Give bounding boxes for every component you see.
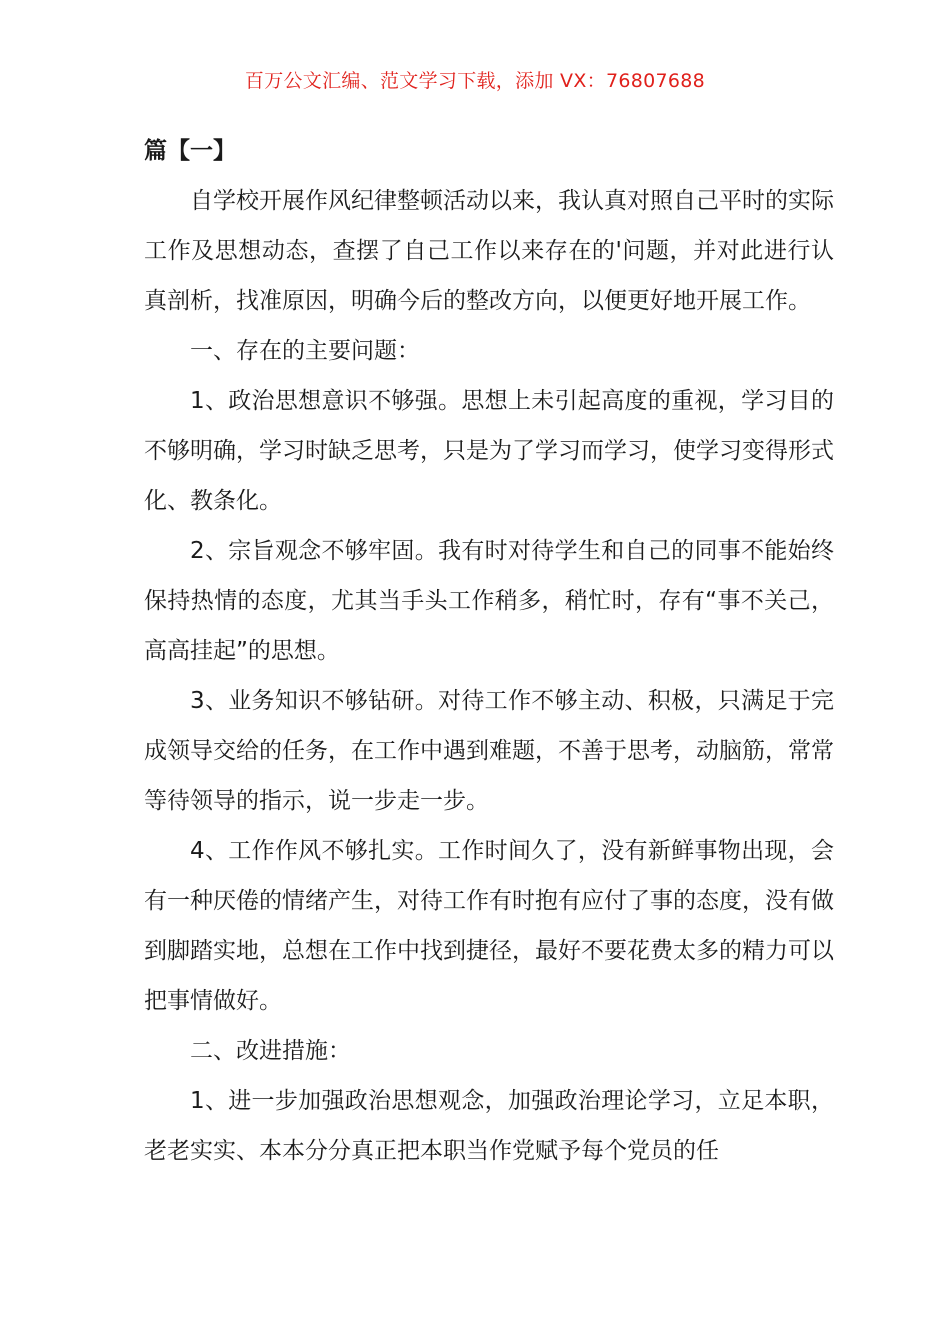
paragraph-problem-3: 3、业务知识不够钻研。对待工作不够主动、积极，只满足于完成领导交给的任务，在工作中遇到难题，不善于思考，动脑筋，常常等待领导的指示，说一步走一步。	[144, 688, 834, 814]
heading-main-problems: 一、存在的主要问题：	[190, 338, 420, 364]
header-notice: 百万公文汇编、范文学习下载，添加 VX：76807688	[244, 70, 706, 92]
paragraph-intro: 自学校开展作风纪律整顿活动以来，我认真对照自己平时的实际工作及思想动态，查摆了自己工作以来存在的'问题，并对此进行认真剖析，找准原因，明确今后的整改方向，以便更好地开展工作。	[144, 188, 834, 314]
paragraph-problem-4: 4、工作作风不够扎实。工作时间久了，没有新鲜事物出现，会有一种厌倦的情绪产生，对待工作有时抱有应付了事的态度，没有做到脚踏实地，总想在工作中找到捷径，最好不要花费太多的精力可以把事情做好。	[144, 838, 834, 1014]
section-title: 篇【一】	[144, 138, 236, 164]
heading-improvements: 二、改进措施：	[190, 1038, 351, 1064]
paragraph-problem-1: 1、政治思想意识不够强。思想上未引起高度的重视，学习目的不够明确，学习时缺乏思考，只是为了学习而学习，使学习变得形式化、教条化。	[144, 388, 834, 514]
document-body	[144, 126, 834, 1176]
paragraph-problem-2: 2、宗旨观念不够牢固。我有时对待学生和自己的同事不能始终保持热情的态度，尤其当手头工作稍多，稍忙时，存有“事不关己，高高挂起”的思想。	[144, 538, 834, 664]
paragraph-improvement-1: 1、进一步加强政治思想观念，加强政治理论学习，立足本职，老老实实、本本分分真正把本职当作党赋予每个党员的任	[144, 1088, 834, 1164]
